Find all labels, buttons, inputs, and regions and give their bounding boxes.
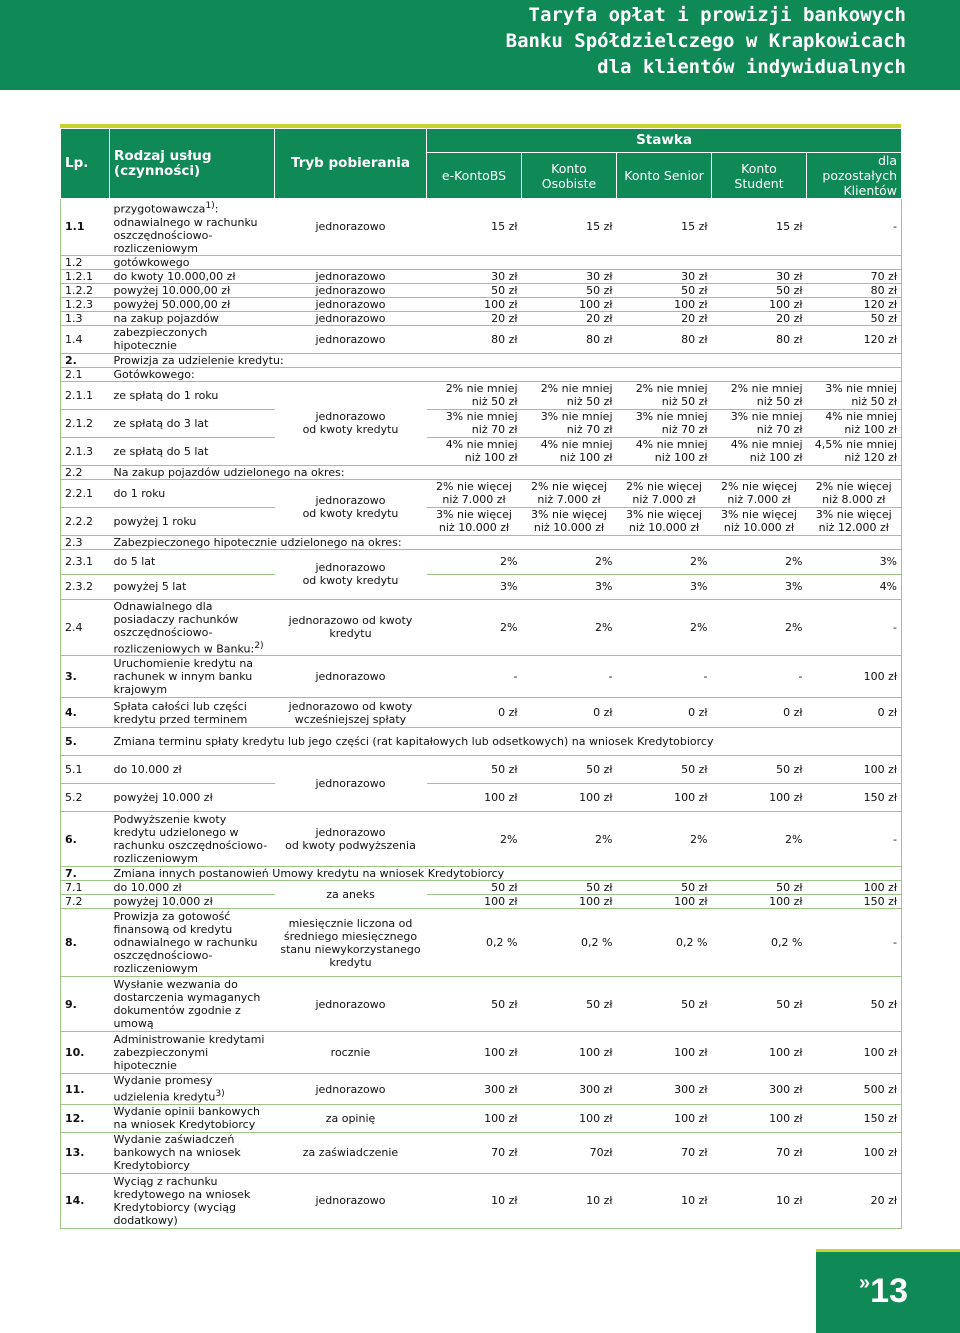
table-row (61, 325, 902, 353)
rate-value-col1: 4% nie mniej niż 100 zł (427, 437, 522, 465)
service-label: powyżej 10.000 zł (110, 784, 275, 812)
header-service: Rodzaj usług (czynności) (110, 129, 275, 199)
rate-value-col2: 4% nie mniej niż 100 zł (522, 437, 617, 465)
service-label: do 5 lat (110, 549, 275, 574)
rate-value-col1: - (427, 656, 522, 698)
rate-value-col4: 300 zł (712, 1074, 807, 1105)
table-row (61, 1104, 902, 1132)
rate-value-col2: 50 zł (522, 283, 617, 297)
rate-value-col5: 80 zł (807, 283, 902, 297)
rate-value-col4: 4% nie mniej niż 100 zł (712, 437, 807, 465)
table-row (61, 756, 902, 784)
service-label: do 10.000 zł (110, 881, 275, 895)
row-lp: 1.2.3 (61, 297, 110, 311)
service-label: Podwyższenie kwoty kredytu udzielonego w rachunku oszczędnościowo-rozliczeniowym (110, 812, 275, 867)
service-label: Wysłanie wezwania do dostarczenia wymaganych dokumentów zgodnie z umową (110, 977, 275, 1032)
rate-value-col5: 70 zł (807, 269, 902, 283)
section-title: Prowizja za udzielenie kredytu: (110, 353, 902, 367)
rate-value-col5: 100 zł (807, 756, 902, 784)
header-mode: Tryb pobierania (275, 129, 427, 199)
charge-mode: jednorazowo od kwoty kredytu (275, 599, 427, 656)
rate-value-col2: 3% nie mniej niż 70 zł (522, 409, 617, 437)
rate-value-col2: 2% (522, 549, 617, 574)
rate-value-col2: 2% nie więcej niż 7.000 zł (522, 479, 617, 507)
table-row (61, 437, 902, 465)
row-lp: 1.3 (61, 311, 110, 325)
rate-value-col4: - (712, 656, 807, 698)
rate-value-col5: 4% nie mniej niż 100 zł (807, 409, 902, 437)
rate-value-col5: 100 zł (807, 1032, 902, 1074)
table-row (61, 535, 902, 549)
rate-value-col2: 0,2 % (522, 909, 617, 977)
rate-value-col5: 50 zł (807, 311, 902, 325)
service-label: powyżej 5 lat (110, 574, 275, 599)
rate-value-col2: 30 zł (522, 269, 617, 283)
rate-value-col5: 2% nie więcej niż 8.000 zł (807, 479, 902, 507)
table-row (61, 812, 902, 867)
rate-value-col5: 3% (807, 549, 902, 574)
rate-value-col4: 2% nie mniej niż 50 zł (712, 381, 807, 409)
row-lp: 6. (61, 812, 110, 867)
header-title-line1: Taryfa opłat i prowizji bankowych (528, 4, 906, 26)
rate-value-col2: 2% (522, 599, 617, 656)
rate-value-col2: 100 zł (522, 1032, 617, 1074)
rate-value-col4: 2% (712, 599, 807, 656)
rate-value-col5: 4,5% nie mniej niż 120 zł (807, 437, 902, 465)
rate-value-col3: 0,2 % (617, 909, 712, 977)
row-lp: 1.2.1 (61, 269, 110, 283)
rate-value-col3: 50 zł (617, 756, 712, 784)
charge-mode: za aneks (275, 881, 427, 909)
row-lp: 2.1 (61, 367, 110, 381)
table-row (61, 479, 902, 507)
rate-value-col5: 150 zł (807, 895, 902, 909)
rate-value-col1: 100 zł (427, 297, 522, 311)
rate-value-col2: 2% nie mniej niż 50 zł (522, 381, 617, 409)
table-row (61, 311, 902, 325)
table-row (61, 867, 902, 881)
row-lp: 2.2.2 (61, 507, 110, 535)
charge-mode: jednorazowo od kwoty kredytu (275, 479, 427, 535)
row-lp: 14. (61, 1173, 110, 1228)
charge-mode: jednorazowo (275, 656, 427, 698)
rate-value-col5: 100 zł (807, 881, 902, 895)
rate-value-col3: 300 zł (617, 1074, 712, 1105)
rate-value-col2: 50 zł (522, 977, 617, 1032)
row-lp: 1.4 (61, 325, 110, 353)
page-arrows: » (859, 1272, 871, 1294)
rate-value-col3: 10 zł (617, 1173, 712, 1228)
rate-value-col4: 100 zł (712, 297, 807, 311)
header-col-konto-senior: Konto Senior (617, 153, 712, 199)
service-label: powyżej 10.000,00 zł (110, 283, 275, 297)
rate-value-col5: 150 zł (807, 784, 902, 812)
rate-value-col4: 2% nie więcej niż 7.000 zł (712, 479, 807, 507)
rate-value-col3: 100 zł (617, 895, 712, 909)
rate-value-col4: 0 zł (712, 698, 807, 728)
rate-value-col3: 2% nie więcej niż 7.000 zł (617, 479, 712, 507)
service-label: Uruchomienie kredytu na rachunek w innym banku krajowym (110, 656, 275, 698)
table-row (61, 465, 902, 479)
rate-value-col5: 0 zł (807, 698, 902, 728)
rate-value-col1: 10 zł (427, 1173, 522, 1228)
rate-value-col1: 2% nie mniej niż 50 zł (427, 381, 522, 409)
row-lp: 3. (61, 656, 110, 698)
rate-value-col4: 100 zł (712, 1032, 807, 1074)
rate-value-col4: 0,2 % (712, 909, 807, 977)
row-lp: 7.1 (61, 881, 110, 895)
charge-mode: jednorazowo (275, 1074, 427, 1105)
rate-value-col3: 20 zł (617, 311, 712, 325)
rate-value-col4: 3% (712, 574, 807, 599)
row-lp: 2.3 (61, 535, 110, 549)
service-label: do 1 roku (110, 479, 275, 507)
rate-value-col3: 0 zł (617, 698, 712, 728)
rate-value-col5: - (807, 909, 902, 977)
table-row (61, 698, 902, 728)
rate-value-col4: 80 zł (712, 325, 807, 353)
rate-value-col5: - (807, 599, 902, 656)
rate-value-col1: 300 zł (427, 1074, 522, 1105)
rate-value-col1: 3% (427, 574, 522, 599)
table-row (61, 353, 902, 367)
table-row (61, 977, 902, 1032)
service-label: powyżej 50.000,00 zł (110, 297, 275, 311)
row-lp: 7.2 (61, 895, 110, 909)
rate-value-col1: 2% (427, 549, 522, 574)
row-lp: 5. (61, 728, 110, 756)
charge-mode: jednorazowo od kwoty wcześniejszej spłaty (275, 698, 427, 728)
row-lp: 2.2 (61, 465, 110, 479)
row-lp: 12. (61, 1104, 110, 1132)
service-label: zabezpieczonych hipotecznie (110, 325, 275, 353)
rate-value-col1: 20 zł (427, 311, 522, 325)
section-title: Zabezpieczonego hipotecznie udzielonego na okres: (110, 535, 902, 549)
row-lp: 1.1 (61, 199, 110, 256)
page-number-value: 13 (870, 1272, 908, 1310)
service-label: powyżej 10.000 zł (110, 895, 275, 909)
service-label: ze spłatą do 3 lat (110, 409, 275, 437)
row-lp: 11. (61, 1074, 110, 1105)
rate-value-col5: - (807, 199, 902, 256)
rate-value-col5: 500 zł (807, 1074, 902, 1105)
header-col-ekontobs: e-KontoBS (427, 153, 522, 199)
rate-value-col2: 2% (522, 812, 617, 867)
charge-mode: jednorazowo (275, 1173, 427, 1228)
charge-mode: za zaświadczenie (275, 1132, 427, 1173)
fee-table-container (60, 124, 901, 1229)
rate-value-col3: 100 zł (617, 297, 712, 311)
rate-value-col3: 50 zł (617, 977, 712, 1032)
rate-value-col2: 100 zł (522, 1104, 617, 1132)
rate-value-col1: 70 zł (427, 1132, 522, 1173)
rate-value-col4: 100 zł (712, 1104, 807, 1132)
service-label: przygotowawcza$^{1)}$: odnawialnego w rachunku oszczędnościowo-rozliczeniowym (110, 199, 275, 256)
rate-value-col1: 100 zł (427, 784, 522, 812)
rate-value-col2: 15 zł (522, 199, 617, 256)
charge-mode: jednorazowo (275, 269, 427, 283)
rate-value-col1: 0 zł (427, 698, 522, 728)
table-row (61, 1173, 902, 1228)
service-label: Wydanie promesy udzielenia kredytu$^{3)}$ (110, 1074, 275, 1105)
table-row (61, 199, 902, 256)
rate-value-col2: 100 zł (522, 784, 617, 812)
service-label: Administrowanie kredytami zabezpieczonymi hipotecznie (110, 1032, 275, 1074)
service-label: Wydanie zaświadczeń bankowych na wniosek Kredytobiorcy (110, 1132, 275, 1173)
charge-mode: jednorazowo od kwoty podwyższenia (275, 812, 427, 867)
rate-value-col2: 10 zł (522, 1173, 617, 1228)
charge-mode: jednorazowo (275, 297, 427, 311)
rate-value-col2: 0 zł (522, 698, 617, 728)
charge-mode: jednorazowo od kwoty kredytu (275, 381, 427, 465)
rate-value-col2: 100 zł (522, 297, 617, 311)
table-row (61, 784, 902, 812)
rate-value-col2: 3% nie więcej niż 10.000 zł (522, 507, 617, 535)
rate-value-col5: 3% nie mniej niż 50 zł (807, 381, 902, 409)
row-lp: 5.1 (61, 756, 110, 784)
fee-table-body (61, 199, 902, 1229)
rate-value-col2: 70zł (522, 1132, 617, 1173)
table-row (61, 1132, 902, 1173)
page-header (0, 0, 960, 90)
row-lp: 2.1.3 (61, 437, 110, 465)
service-label: na zakup pojazdów (110, 311, 275, 325)
table-row (61, 409, 902, 437)
rate-value-col3: 30 zł (617, 269, 712, 283)
rate-value-col2: 20 zł (522, 311, 617, 325)
service-label: Wyciąg z rachunku kredytowego na wniosek Kredytobiorcy (wyciąg dodatkowy) (110, 1173, 275, 1228)
rate-value-col3: 3% nie mniej niż 70 zł (617, 409, 712, 437)
rate-value-col4: 15 zł (712, 199, 807, 256)
rate-value-col1: 50 zł (427, 283, 522, 297)
rate-value-col3: 100 zł (617, 784, 712, 812)
table-row (61, 367, 902, 381)
service-label: ze spłatą do 5 lat (110, 437, 275, 465)
rate-value-col4: 70 zł (712, 1132, 807, 1173)
table-row (61, 895, 902, 909)
rate-value-col1: 15 zł (427, 199, 522, 256)
service-label: ze spłatą do 1 roku (110, 381, 275, 409)
rate-value-col5: 4% (807, 574, 902, 599)
row-lp: 4. (61, 698, 110, 728)
rate-value-col3: 4% nie mniej niż 100 zł (617, 437, 712, 465)
rate-value-col5: 20 zł (807, 1173, 902, 1228)
rate-value-col4: 30 zł (712, 269, 807, 283)
row-lp: 2.2.1 (61, 479, 110, 507)
rate-value-col3: 50 zł (617, 283, 712, 297)
rate-value-col2: 100 zł (522, 895, 617, 909)
row-lp: 8. (61, 909, 110, 977)
service-label: Prowizja za gotowość finansową od kredytu odnawialnego w rachunku oszczędnościowo-rozliczeniowym (110, 909, 275, 977)
table-row (61, 1032, 902, 1074)
page-number (859, 1272, 908, 1311)
table-row (61, 381, 902, 409)
rate-value-col3: 100 zł (617, 1104, 712, 1132)
rate-value-col3: 15 zł (617, 199, 712, 256)
rate-value-col3: 2% (617, 599, 712, 656)
rate-value-col1: 100 zł (427, 895, 522, 909)
rate-value-col2: 50 zł (522, 756, 617, 784)
rate-value-col5: 50 zł (807, 977, 902, 1032)
table-row (61, 728, 902, 756)
header-rate: Stawka (427, 129, 902, 153)
rate-value-col5: 100 zł (807, 1132, 902, 1173)
row-lp: 1.2 (61, 255, 110, 269)
table-row (61, 507, 902, 535)
service-label: powyżej 1 roku (110, 507, 275, 535)
rate-value-col1: 50 zł (427, 881, 522, 895)
service-label: do kwoty 10.000,00 zł (110, 269, 275, 283)
row-lp: 9. (61, 977, 110, 1032)
charge-mode: jednorazowo (275, 325, 427, 353)
rate-value-col5: 150 zł (807, 1104, 902, 1132)
section-title: Na zakup pojazdów udzielonego na okres: (110, 465, 902, 479)
row-lp: 2. (61, 353, 110, 367)
section-title: Gotówkowego: (110, 367, 902, 381)
rate-value-col4: 3% nie więcej niż 10.000 zł (712, 507, 807, 535)
table-row (61, 656, 902, 698)
rate-value-col4: 2% (712, 549, 807, 574)
rate-value-col4: 50 zł (712, 756, 807, 784)
charge-mode: rocznie (275, 1032, 427, 1074)
rate-value-col3: 50 zł (617, 881, 712, 895)
header-col-konto-student: Konto Student (712, 153, 807, 199)
rate-value-col1: 100 zł (427, 1104, 522, 1132)
rate-value-col4: 100 zł (712, 895, 807, 909)
rate-value-col1: 50 zł (427, 756, 522, 784)
header-title-line3: dla klientów indywidualnych (597, 56, 906, 78)
rate-value-col4: 50 zł (712, 977, 807, 1032)
rate-value-col2: 3% (522, 574, 617, 599)
table-row (61, 909, 902, 977)
rate-value-col5: 120 zł (807, 297, 902, 311)
rate-value-col3: 2% (617, 549, 712, 574)
rate-value-col3: 3% (617, 574, 712, 599)
rate-value-col4: 20 zł (712, 311, 807, 325)
header-col-other-clients: dla pozostałych Klientów (807, 153, 902, 199)
charge-mode: jednorazowo od kwoty kredytu (275, 549, 427, 599)
rate-value-col1: 2% (427, 812, 522, 867)
rate-value-col1: 30 zł (427, 269, 522, 283)
table-row (61, 599, 902, 656)
charge-mode: jednorazowo (275, 311, 427, 325)
service-label: Spłata całości lub części kredytu przed terminem (110, 698, 275, 728)
rate-value-col5: - (807, 812, 902, 867)
rate-value-col3: 70 zł (617, 1132, 712, 1173)
section-title: gotówkowego (110, 255, 902, 269)
charge-mode: jednorazowo (275, 756, 427, 812)
rate-value-col1: 2% (427, 599, 522, 656)
charge-mode: za opinię (275, 1104, 427, 1132)
table-row (61, 574, 902, 599)
rate-value-col1: 0,2 % (427, 909, 522, 977)
rate-value-col3: 3% nie więcej niż 10.000 zł (617, 507, 712, 535)
row-lp: 7. (61, 867, 110, 881)
row-lp: 1.2.2 (61, 283, 110, 297)
service-label: Wydanie opinii bankowych na wniosek Kredytobiorcy (110, 1104, 275, 1132)
charge-mode: jednorazowo (275, 283, 427, 297)
row-lp: 10. (61, 1032, 110, 1074)
rate-value-col1: 3% nie mniej niż 70 zł (427, 409, 522, 437)
service-label: Odnawialnego dla posiadaczy rachunków oszczędnościowo-rozliczeniowych w Banku:$^{2)}$ (110, 599, 275, 656)
table-row (61, 255, 902, 269)
table-row (61, 297, 902, 311)
rate-value-col2: 50 zł (522, 881, 617, 895)
row-lp: 13. (61, 1132, 110, 1173)
page-number-bar (816, 1249, 960, 1252)
service-label: do 10.000 zł (110, 756, 275, 784)
row-lp: 2.3.1 (61, 549, 110, 574)
table-row (61, 549, 902, 574)
rate-value-col1: 3% nie więcej niż 10.000 zł (427, 507, 522, 535)
rate-value-col4: 3% nie mniej niż 70 zł (712, 409, 807, 437)
row-lp: 5.2 (61, 784, 110, 812)
rate-value-col1: 80 zł (427, 325, 522, 353)
rate-value-col1: 2% nie więcej niż 7.000 zł (427, 479, 522, 507)
row-lp: 2.3.2 (61, 574, 110, 599)
rate-value-col3: - (617, 656, 712, 698)
rate-value-col3: 80 zł (617, 325, 712, 353)
rate-value-col5: 120 zł (807, 325, 902, 353)
table-row (61, 269, 902, 283)
section-title: Zmiana terminu spłaty kredytu lub jego części (rat kapitałowych lub odsetkowych) na wniosek Kredytobiorcy (110, 728, 902, 756)
row-lp: 2.4 (61, 599, 110, 656)
rate-value-col3: 2% (617, 812, 712, 867)
rate-value-col4: 100 zł (712, 784, 807, 812)
rate-value-col4: 50 zł (712, 881, 807, 895)
rate-value-col4: 10 zł (712, 1173, 807, 1228)
rate-value-col1: 100 zł (427, 1032, 522, 1074)
section-title: Zmiana innych postanowień Umowy kredytu na wniosek Kredytobiorcy (110, 867, 902, 881)
charge-mode: jednorazowo (275, 199, 427, 256)
header-title-line2: Banku Spółdzielczego w Krapkowicach (505, 30, 906, 52)
rate-value-col3: 2% nie mniej niż 50 zł (617, 381, 712, 409)
rate-value-col2: 300 zł (522, 1074, 617, 1105)
header-col-konto-osobiste: Konto Osobiste (522, 153, 617, 199)
charge-mode: jednorazowo (275, 977, 427, 1032)
rate-value-col1: 50 zł (427, 977, 522, 1032)
header-lp: Lp. (61, 129, 110, 199)
rate-value-col2: - (522, 656, 617, 698)
fee-table (60, 128, 902, 1229)
row-lp: 2.1.2 (61, 409, 110, 437)
charge-mode: miesięcznie liczona od średniego miesięcznego stanu niewykorzystanego kredytu (275, 909, 427, 977)
rate-value-col5: 100 zł (807, 656, 902, 698)
rate-value-col5: 3% nie więcej niż 12.000 zł (807, 507, 902, 535)
rate-value-col4: 50 zł (712, 283, 807, 297)
table-row (61, 881, 902, 895)
row-lp: 2.1.1 (61, 381, 110, 409)
table-row (61, 1074, 902, 1105)
table-row (61, 283, 902, 297)
rate-value-col4: 2% (712, 812, 807, 867)
rate-value-col3: 100 zł (617, 1032, 712, 1074)
rate-value-col2: 80 zł (522, 325, 617, 353)
